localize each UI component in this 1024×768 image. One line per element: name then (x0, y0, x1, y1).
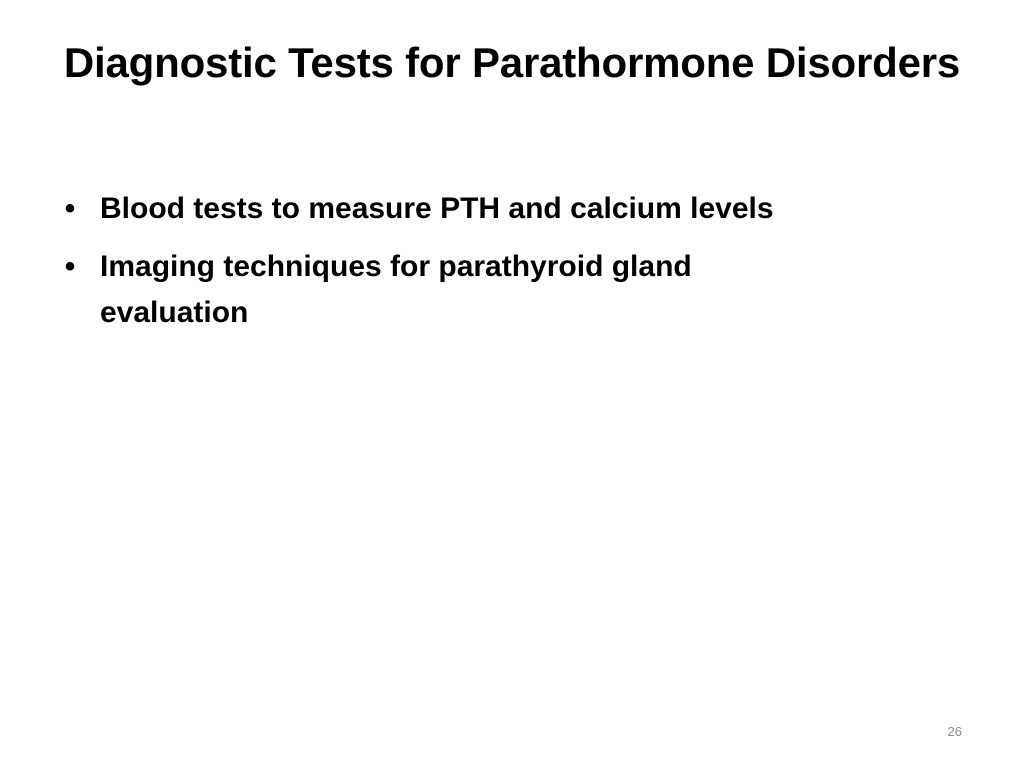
bullet-list (60, 186, 940, 348)
bullet-marker: • (64, 192, 76, 225)
bullet-item (60, 186, 940, 232)
bullet-text: Imaging techniques for parathyroid gland evaluation (100, 250, 692, 329)
slide-title: Diagnostic Tests for Parathormone Disorders (63, 39, 961, 86)
slide-number: 26 (947, 724, 962, 739)
bullet-text: Blood tests to measure PTH and calcium levels (100, 192, 774, 225)
bullet-marker: • (64, 250, 76, 283)
bullet-item (60, 244, 940, 336)
